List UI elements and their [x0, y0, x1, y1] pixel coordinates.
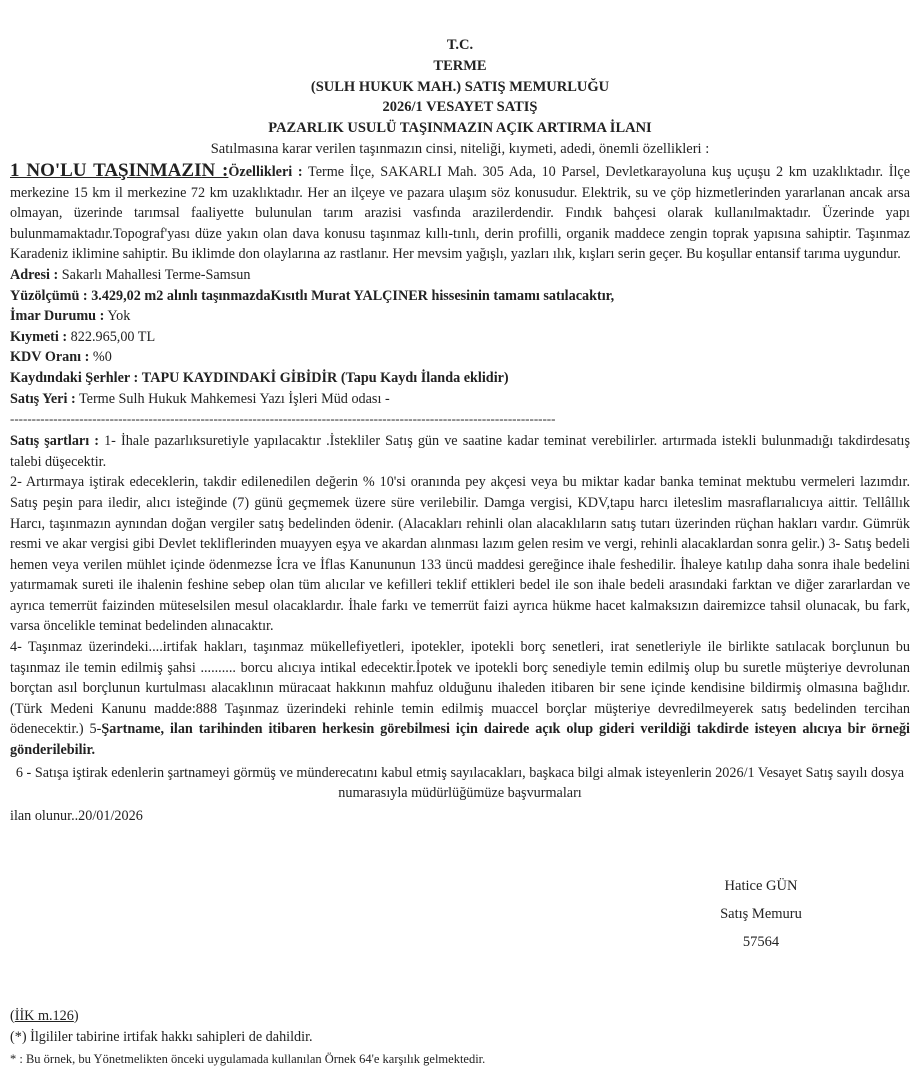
- value-row: [10, 327, 910, 348]
- conditions-row: [10, 368, 910, 389]
- zoning-label: İmar Durumu :: [10, 308, 105, 325]
- vat-value: %0: [92, 349, 112, 366]
- property-features: [10, 161, 910, 265]
- address-row: [10, 265, 910, 286]
- notice-header: [0, 35, 920, 160]
- signature-title: Satış Memuru: [720, 906, 802, 922]
- notice-footer: [10, 1006, 910, 1070]
- footnote-2: * : Bu örnek, bu Yönetmelikten önceki uygulamada kullanılan Örnek 64'e karşılık gelmektedir.: [10, 1052, 486, 1067]
- property-heading: 1 NO'LU TAŞINMAZIN :: [10, 160, 229, 181]
- area-value: 3.429,02 m2 alınlı taşınmazdaKısıtlı Murat YALÇINER hissesinin tamamı satılacaktır,: [91, 287, 615, 304]
- terms-paragraph-1: [10, 431, 910, 472]
- ref-open: (: [10, 1008, 15, 1024]
- header-intro: Satılmasına karar verilen taşınmazın cinsi, niteliği, kıymeti, adedi, önemli özellikleri :: [210, 140, 710, 157]
- vat-label: KDV Oranı :: [10, 349, 90, 366]
- terms-p1: 1- İhale pazarlıksuretiyle yapılacaktır .İstekliler Satış gün ve saatine kadar teminat verebilirler. artırmada istekli bulunmadığı takdirdesatış talebi düşecektir.: [10, 433, 910, 470]
- header-city: TERME: [433, 57, 487, 74]
- area-row: [10, 286, 910, 307]
- terms-paragraph-2: 2- Artırmaya iştirak edeceklerin, takdir edilenedilen değerin % 10'si oranında pey akçesi veya bu miktar kadar banka teminat mektubu vermeleri lazımdır. Satış peşin para iledir, alıcı isteğinde (7) günü geçmemek üzere süre verilebilir. Damga vergisi, KDV,tapu harcı ileteslim masraflarıalıcıya aittir. Tellâllık Harcı, taşınmazın aynından doğan vergiler satış bedelinden ödenir. (Alacakları rehinli olan alacaklıların satış tutarı üzerinden rüçhan hakları vardır. Gümrük resmi ve akar vergisi gibi Devlet tekliflerinden muayyen eşya ve akardan alınması lazım gelen resim ve vergi, rehinli alacaklardan sonra gelir.) 3- Satış bedeli hemen veya verilen mühlet içinde ödenmezse İcra ve İflas Kanununun 133 üncü maddesi gereğince ihale feshedilir. İhaleye katılıp daha sonra ihale bedelini yatırmamak sureti ile ihalenin feshine sebep olan tüm alıcılar ve kefilleri teklif ettikleri bedel ile son ihale bedeli arasındaki farktan ve diğer zararlardan ve ayrıca temerrüt faizinden müteselsilen mesul olacaklardır. İhale farkı ve temerrüt faizi ayrıca hükme hacet kalmaksızın dairemizce tahsil olunacak, bu fark, varsa öncelikle teminat bedelinden alınacaktır.: [10, 474, 910, 635]
- value-label: Kıymeti :: [10, 328, 68, 345]
- signature-code: 57564: [742, 934, 780, 950]
- zoning-value: Yok: [107, 308, 131, 325]
- terms-paragraph-4: [10, 637, 910, 761]
- terms-label: Satış şartları :: [10, 433, 99, 450]
- closing-line: ilan olunur..20/01/2026: [10, 807, 143, 824]
- law-reference: [10, 1006, 910, 1027]
- area-label: Yüzölçümü :: [10, 287, 88, 304]
- value-value: 822.965,00 TL: [70, 328, 156, 345]
- header-tc: T.C.: [446, 37, 474, 53]
- address-label: Adresi :: [10, 266, 59, 283]
- header-office: (SULH HUKUK MAH.) SATIŞ MEMURLUĞU: [310, 78, 610, 95]
- footnote-1: (*) İlgililer tabirine irtifak hakkı sahipleri de dahildir.: [10, 1028, 313, 1045]
- header-file-no: 2026/1 VESAYET SATIŞ: [382, 99, 538, 116]
- conditions-label: Kaydındaki Şerhler :: [10, 369, 139, 386]
- address-value: Sakarlı Mahallesi Terme-Samsun: [61, 266, 251, 283]
- header-title: PAZARLIK USULÜ TAŞINMAZIN AÇIK ARTIRMA İLANI: [268, 120, 652, 137]
- place-label: Satış Yeri :: [10, 390, 76, 407]
- features-label: Özellikleri :: [228, 164, 303, 180]
- zoning-row: [10, 306, 910, 327]
- terms-paragraph-6: 6 - Satışa iştirak edenlerin şartnameyi görmüş ve münderecatını kabul etmiş sayılacakları, başkaca bilgi almak isteyenlerin 2026/1 Vesayet Satış sayılı dosya numarasıyla müdürlüğümüze başvurmaları: [15, 764, 905, 802]
- signature-block: [700, 872, 822, 956]
- law-reference-link[interactable]: İİK m.126: [14, 1008, 74, 1024]
- separator-line: ------------------------------------------------------------------------------------------------------------------------------: [10, 411, 556, 427]
- terms-p4-text: 4- Taşınmaz üzerindeki....irtifak hakları, taşınmaz mükellefiyetleri, ipotekler, ipotekli borç senetleri, irat senetleriyle ile birlikte satılacak borçlunun bu taşınmaz ile temin edilmiş şahsi .......... borcu alıcıya intikal edecektir.İpotek ve ipotekli borç senediyle temin edilmiş olup bu suretle müşteriye devrolunan borçtan asıl borçlunun kurtulması alacaklının müracaat hakkının mahfuz olduğunu ihaleden itibaren bir sene içinde kendisine bildirmiş olmasına bağlıdır. (Türk Medeni Kanunu madde:888 Taşınmaz üzerindeki rehinle temin edilmiş muaccel borçlar müşteriye devredilmeyerek satış bedelinden tercihan ödenecektir.) 5-: [10, 639, 910, 738]
- place-value: Terme Sulh Hukuk Mahkemesi Yazı İşleri Müd odası -: [78, 390, 390, 407]
- ref-close: ): [73, 1008, 79, 1024]
- signature-name: Hatice GÜN: [724, 878, 798, 894]
- place-row: [10, 389, 910, 410]
- notice-body: [10, 161, 910, 826]
- conditions-value: TAPU KAYDINDAKİ GİBİDİR (Tapu Kaydı İlanda eklidir): [141, 369, 509, 386]
- vat-row: [10, 347, 910, 368]
- terms-p4-bold: Şartname, ilan tarihinden itibaren herkesin görebilmesi için dairede açık olup gideri verildiği takdirde isteyen alıcıya bir örneği gönderilebilir.: [10, 721, 911, 759]
- features-text: Terme İlçe, SAKARLI Mah. 305 Ada, 10 Parsel, Devletkarayoluna kuş uçuşu 2 km uzaklıktadır. İlçe merkezine 15 km il merkezine 72 km uzaklıktadır. Her an ilçeye ve pazara ulaşım söz konusudur. Elektrik, su ve çöp hizmetlerinden yararlanan ancak arsa olmayan, üzerinde tarımsal faaliyette bulunulan tarım arazisi vasfında arazilerdendir. Fındık bahçesi olarak kullanılmaktadır. Üzerinde yapı bulunmamaktadır.Topograf'yası düze yakın olan dava konusu taşınmaz kıllı-tınlı, derin profilli, organik maddece zengin toprak yapısına sahiptir. Taşınmaz Karadeniz iklimine sahiptir. Bu iklimde don olaylarına az rastlanır. Her mevsim yağışlı, yazları ılık, kışları serin geçer. Bu koşullar entansif tarıma uygundur.: [10, 164, 910, 263]
